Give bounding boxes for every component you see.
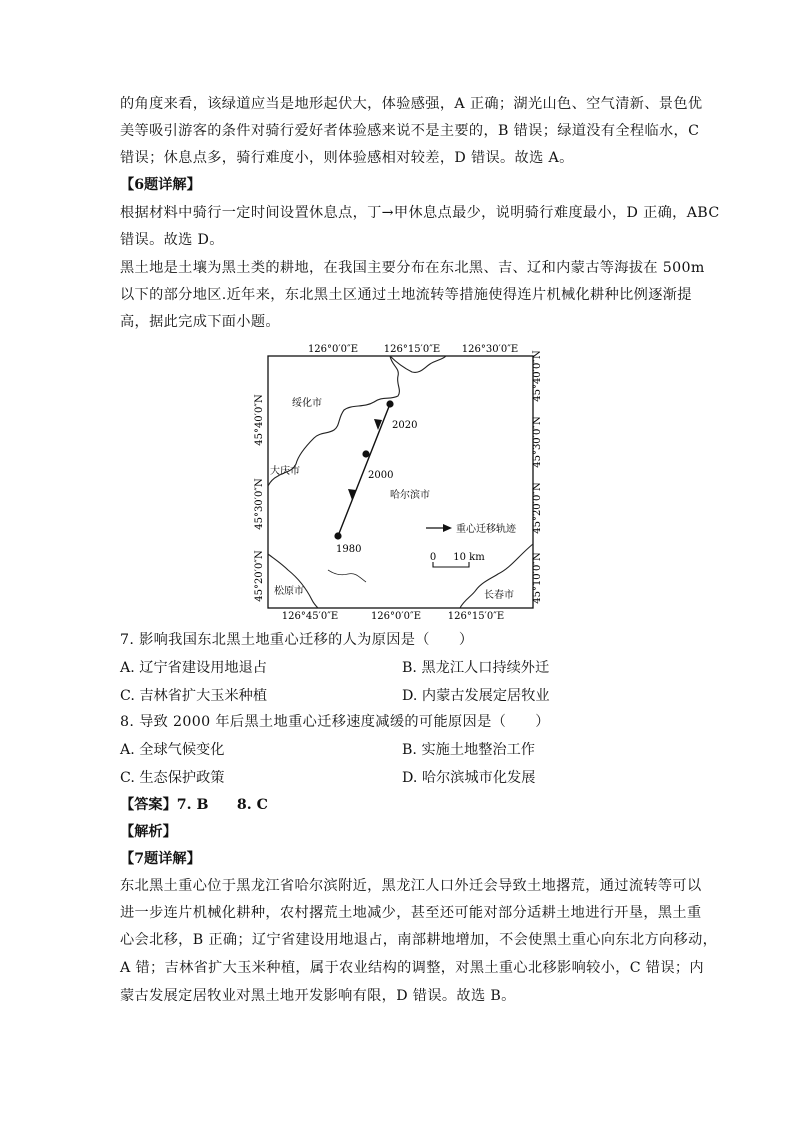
legend-label: 重心迁移轨迹 <box>456 524 516 535</box>
map-left-label: 45°40′0″N <box>254 394 265 446</box>
q8-option-d: D. 哈尔滨城市化发展 <box>402 770 536 786</box>
map-frame <box>268 356 533 608</box>
map-left-label: 45°30′0″N <box>254 478 265 530</box>
map-right-label: 45°10′0″N <box>532 552 543 604</box>
scale-distance: 10 km <box>453 552 485 563</box>
city-label: 大庆市 <box>270 466 300 477</box>
scale-zero: 0 <box>429 552 437 563</box>
text-line: 进一步连片机械化耕种，农村撂荒土地减少，甚至还可能对部分适耕土地进行开垦，黑土重 <box>120 905 702 921</box>
text-line: 错误；休息点多，骑行难度小，则体验感相对较差，D 错误。故选 A。 <box>120 150 574 166</box>
map-top-label: 126°30′0″E <box>461 344 519 355</box>
map-right-label: 45°20′0″N <box>532 482 543 534</box>
text-line: 根据材料中骑行一定时间设置休息点，丁→甲休息点最少，说明骑行难度最小，D 正确，ABC <box>120 205 720 221</box>
answer-line: 【答案】7. B 8. C <box>120 797 268 813</box>
text-line: 的角度来看，该绿道应当是地形起伏大，体验感强，A 正确；湖光山色、空气清新、景色优 <box>120 96 703 112</box>
analysis-heading: 【解析】 <box>120 824 177 840</box>
map-right-label: 45°30′0″N <box>532 416 543 468</box>
map-top-label: 126°15′0″E <box>383 344 441 355</box>
city-label: 长春市 <box>484 590 514 601</box>
year-label: 2000 <box>368 470 394 481</box>
year-label: 2020 <box>392 420 418 431</box>
q8-option-c: C. 生态保护政策 <box>120 770 225 786</box>
q8-option-a: A. 全球气候变化 <box>120 742 225 758</box>
black-soil-map <box>240 338 546 620</box>
q7-question: 7. 影响我国东北黑土地重心迁移的人为原因是（ ） <box>120 632 474 648</box>
q8-question: 8. 导致 2000 年后黑土地重心迁移速度减缓的可能原因是（ ） <box>120 714 550 730</box>
q8-option-b: B. 实施土地整治工作 <box>402 742 535 758</box>
point-2000 <box>362 450 369 457</box>
text-line: 东北黑土重心位于黑龙江省哈尔滨附近，黑龙江人口外迁会导致土地撂荒，通过流转等可以 <box>120 878 702 894</box>
map-bottom-label: 126°45′0″E <box>281 611 339 620</box>
city-label: 哈尔滨市 <box>390 490 430 501</box>
q7-option-d: D. 内蒙古发展定居牧业 <box>402 688 550 704</box>
map-top-label: 126°0′0″E <box>307 344 359 355</box>
text-line: 心会北移，B 正确；辽宁省建设用地退占，南部耕地增加，不会使黑土重心向东北方向移动， <box>120 932 718 948</box>
map-bottom-label: 126°15′0″E <box>447 611 505 620</box>
map-bottom-label: 126°0′0″E <box>370 611 422 620</box>
q7-heading: 【7题详解】 <box>120 851 201 867</box>
text-line: 蒙古发展定居牧业对黑土地开发影响有限，D 错误。故选 B。 <box>120 988 516 1004</box>
text-line: 以下的部分地区.近年来，东北黑土区通过土地流转等措施使得连片机械化耕种比例逐渐提 <box>120 287 692 303</box>
point-2020 <box>386 400 393 407</box>
text-line: A 错；吉林省扩大玉米种植，属于农业结构的调整，对黑土重心北移影响较小，C 错误；内 <box>120 960 704 976</box>
q7-option-a: A. 辽宁省建设用地退占 <box>120 660 267 676</box>
point-1980 <box>334 532 341 539</box>
q7-option-b: B. 黑龙江人口持续外迁 <box>402 660 550 676</box>
year-label: 1980 <box>336 544 362 555</box>
city-label: 松原市 <box>274 586 304 597</box>
text-line: 美等吸引游客的条件对骑行爱好者体验感来说不是主要的，B 错误；绿道没有全程临水，C <box>120 123 700 139</box>
q7-option-c: C. 吉林省扩大玉米种植 <box>120 688 268 704</box>
map-left-label: 45°20′0″N <box>254 550 265 602</box>
text-line: 黑土地是土壤为黑土类的耕地，在我国主要分布在东北黑、吉、辽和内蒙古等海拔在 500m <box>120 260 705 276</box>
q6-heading: 【6题详解】 <box>120 177 201 193</box>
map-right-label: 45°40′0″N <box>532 350 543 402</box>
city-label: 绥化市 <box>292 398 322 409</box>
text-line: 高，据此完成下面小题。 <box>120 314 280 330</box>
text-line: 错误。故选 D。 <box>120 232 224 248</box>
